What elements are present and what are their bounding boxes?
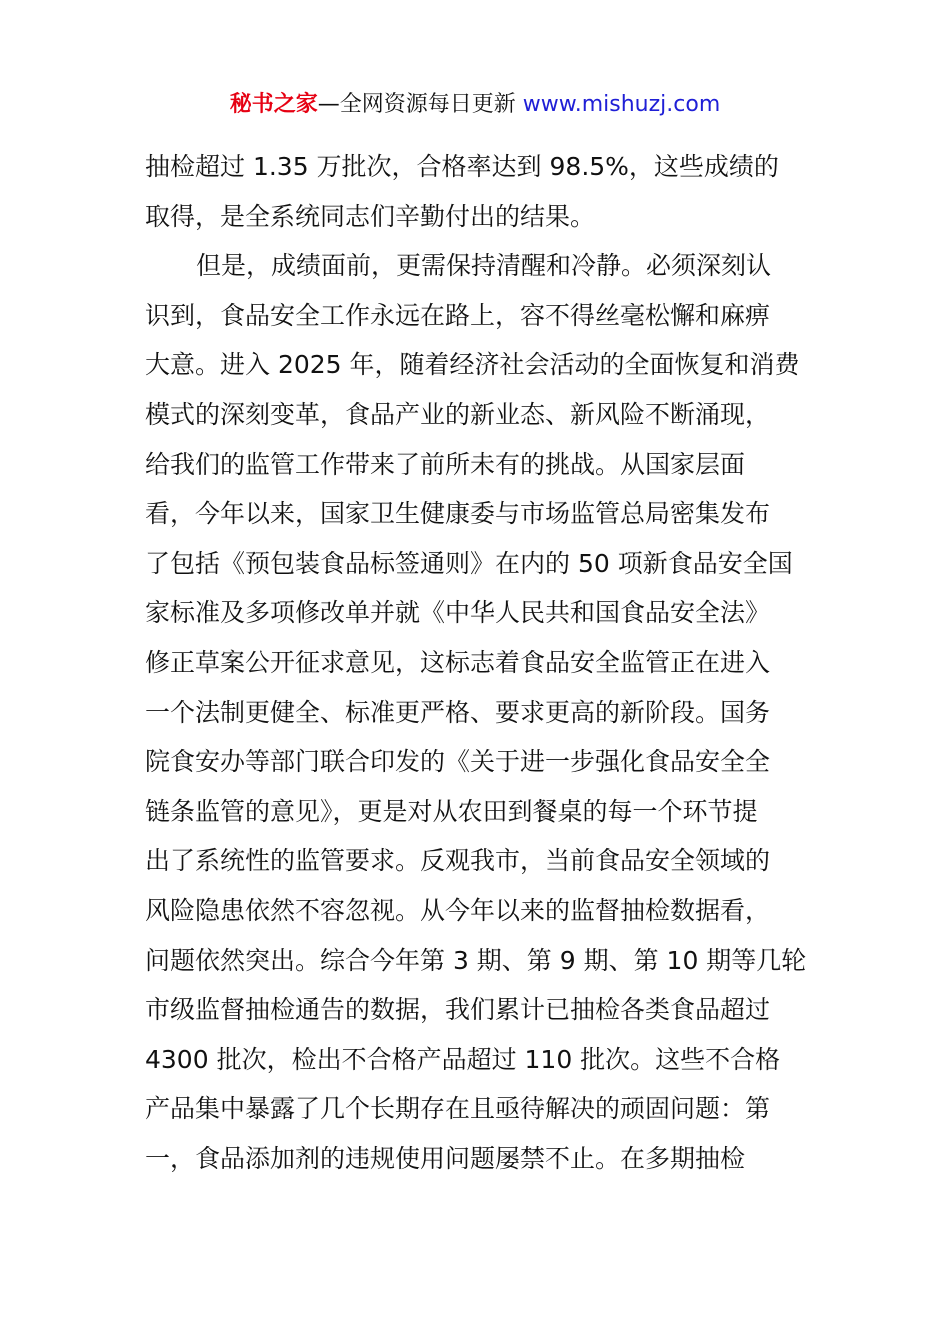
text-line: 大意。进入 2025 年，随着经济社会活动的全面恢复和消费 (145, 350, 800, 380)
text-line: 链条监管的意见》，更是对从农田到餐桌的每一个环节提 (145, 796, 758, 826)
text-line: 抽检超过 1.35 万批次，合格率达到 98.5%，这些成绩的 (145, 152, 779, 181)
text-line: 院食安办等部门联合印发的《关于进一步强化食品安全全 (145, 747, 771, 777)
text-line: 识到，食品安全工作永远在路上，容不得丝毫松懈和麻痹 (145, 300, 771, 330)
site-url-link[interactable]: www.mishuzj.com (522, 92, 721, 117)
text-line: 但是，成绩面前，更需保持清醒和冷静。必须深刻认 (196, 251, 772, 281)
text-line: 市级监督抽检通告的数据，我们累计已抽检各类食品超过 (145, 995, 771, 1025)
text-line: 出了系统性的监管要求。反观我市，当前食品安全领域的 (145, 846, 771, 876)
text-line: 取得，是全系统同志们辛勤付出的结果。 (145, 201, 596, 231)
text-line: 一，食品添加剂的违规使用问题屡禁不止。在多期抽检 (145, 1143, 746, 1173)
text-line: 了包括《预包装食品标签通则》在内的 50 项新食品安全国 (145, 548, 793, 578)
text-line: 4300 批次，检出不合格产品超过 110 批次。这些不合格 (145, 1044, 781, 1074)
text-line: 产品集中暴露了几个长期存在且亟待解决的顽固问题：第 (145, 1094, 771, 1124)
text-line: 给我们的监管工作带来了前所未有的挑战。从国家层面 (145, 449, 746, 479)
text-line: 家标准及多项修改单并就《中华人民共和国食品安全法》 (145, 598, 771, 628)
text-line: 一个法制更健全、标准更严格、要求更高的新阶段。国务 (145, 697, 771, 727)
text-line: 看，今年以来，国家卫生健康委与市场监管总局密集发布 (145, 499, 771, 529)
text-line: 模式的深刻变革，食品产业的新业态、新风险不断涌现， (145, 399, 771, 429)
document-body (145, 142, 810, 1183)
text-line: 风险隐患依然不容忽视。从今年以来的监督抽检数据看， (145, 895, 771, 925)
site-brand: 秘书之家 (229, 92, 318, 117)
site-header (0, 88, 950, 122)
site-tagline: —全网资源每日更新 (317, 92, 523, 117)
text-line: 修正草案公开征求意见，这标志着食品安全监管正在进入 (145, 647, 771, 677)
text-line: 问题依然突出。综合今年第 3 期、第 9 期、第 10 期等几轮 (145, 945, 807, 975)
